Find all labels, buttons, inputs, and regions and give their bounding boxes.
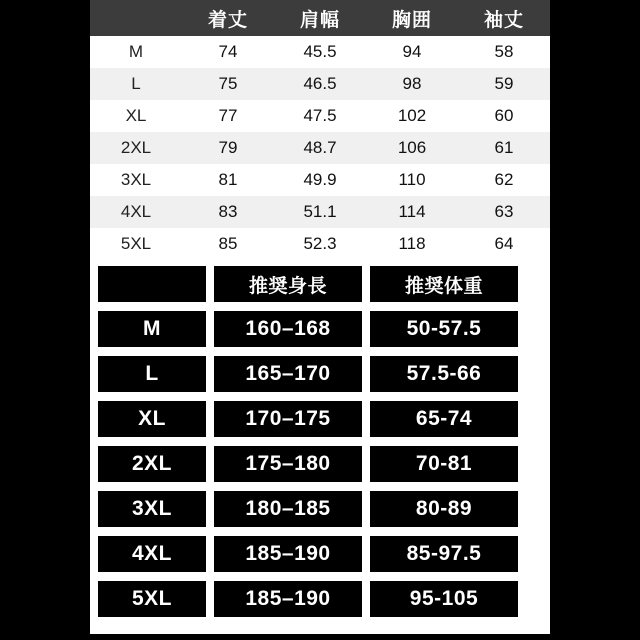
recommendation-weight: 70-81 <box>370 446 518 482</box>
table-row <box>90 100 550 132</box>
cell-size: M <box>90 36 182 68</box>
measurement-header-size <box>90 0 182 36</box>
cell-sleeve: 63 <box>458 196 550 228</box>
table-row <box>90 36 550 68</box>
recommendation-height: 185–190 <box>214 581 362 617</box>
cell-shoulder: 52.3 <box>274 228 366 260</box>
cell-size: 2XL <box>90 132 182 164</box>
recommendation-size: XL <box>98 401 206 437</box>
list-item <box>90 581 550 626</box>
measurement-header-shoulder: 肩幅 <box>274 0 366 36</box>
recommendation-header-weight: 推奨体重 <box>370 266 518 302</box>
recommendation-size: 5XL <box>98 581 206 617</box>
measurement-table-head <box>90 0 550 36</box>
cell-length: 83 <box>182 196 274 228</box>
recommendation-height: 175–180 <box>214 446 362 482</box>
cell-chest: 98 <box>366 68 458 100</box>
recommendation-size: 2XL <box>98 446 206 482</box>
cell-size: 3XL <box>90 164 182 196</box>
list-item <box>90 491 550 536</box>
cell-shoulder: 51.1 <box>274 196 366 228</box>
cell-chest: 110 <box>366 164 458 196</box>
list-item <box>90 311 550 356</box>
cell-size: 5XL <box>90 228 182 260</box>
list-item <box>90 401 550 446</box>
recommendation-header-size <box>98 266 206 302</box>
recommendation-size: 4XL <box>98 536 206 572</box>
cell-shoulder: 48.7 <box>274 132 366 164</box>
cell-length: 75 <box>182 68 274 100</box>
recommendation-height: 160–168 <box>214 311 362 347</box>
measurement-table <box>90 0 550 260</box>
recommendation-weight: 57.5-66 <box>370 356 518 392</box>
cell-length: 81 <box>182 164 274 196</box>
list-item <box>90 356 550 401</box>
table-row <box>90 68 550 100</box>
recommendation-size: 3XL <box>98 491 206 527</box>
cell-size: 4XL <box>90 196 182 228</box>
recommendation-header-row <box>90 266 550 311</box>
recommendation-weight: 50-57.5 <box>370 311 518 347</box>
recommendation-size: M <box>98 311 206 347</box>
recommendation-weight: 80-89 <box>370 491 518 527</box>
cell-shoulder: 47.5 <box>274 100 366 132</box>
table-row <box>90 132 550 164</box>
recommendation-height: 180–185 <box>214 491 362 527</box>
table-row <box>90 164 550 196</box>
cell-size: XL <box>90 100 182 132</box>
cell-chest: 102 <box>366 100 458 132</box>
cell-sleeve: 58 <box>458 36 550 68</box>
recommendation-header-height: 推奨身長 <box>214 266 362 302</box>
list-item <box>90 446 550 491</box>
recommendation-weight: 85-97.5 <box>370 536 518 572</box>
recommendation-size: L <box>98 356 206 392</box>
recommendation-table <box>90 260 550 634</box>
cell-size: L <box>90 68 182 100</box>
cell-chest: 106 <box>366 132 458 164</box>
cell-shoulder: 45.5 <box>274 36 366 68</box>
recommendation-height: 165–170 <box>214 356 362 392</box>
cell-sleeve: 61 <box>458 132 550 164</box>
cell-chest: 114 <box>366 196 458 228</box>
measurement-header-chest: 胸囲 <box>366 0 458 36</box>
cell-chest: 94 <box>366 36 458 68</box>
recommendation-height: 170–175 <box>214 401 362 437</box>
measurement-header-sleeve: 袖丈 <box>458 0 550 36</box>
recommendation-weight: 65-74 <box>370 401 518 437</box>
cell-length: 74 <box>182 36 274 68</box>
recommendation-height: 185–190 <box>214 536 362 572</box>
measurement-table-body <box>90 36 550 260</box>
cell-chest: 118 <box>366 228 458 260</box>
cell-sleeve: 64 <box>458 228 550 260</box>
cell-length: 79 <box>182 132 274 164</box>
measurement-header-length: 着丈 <box>182 0 274 36</box>
cell-length: 77 <box>182 100 274 132</box>
cell-sleeve: 59 <box>458 68 550 100</box>
table-row <box>90 228 550 260</box>
cell-sleeve: 60 <box>458 100 550 132</box>
cell-shoulder: 49.9 <box>274 164 366 196</box>
cell-sleeve: 62 <box>458 164 550 196</box>
table-row <box>90 196 550 228</box>
recommendation-weight: 95-105 <box>370 581 518 617</box>
list-item <box>90 536 550 581</box>
cell-length: 85 <box>182 228 274 260</box>
measurement-header-row <box>90 0 550 36</box>
cell-shoulder: 46.5 <box>274 68 366 100</box>
size-chart-sheet <box>90 0 550 634</box>
